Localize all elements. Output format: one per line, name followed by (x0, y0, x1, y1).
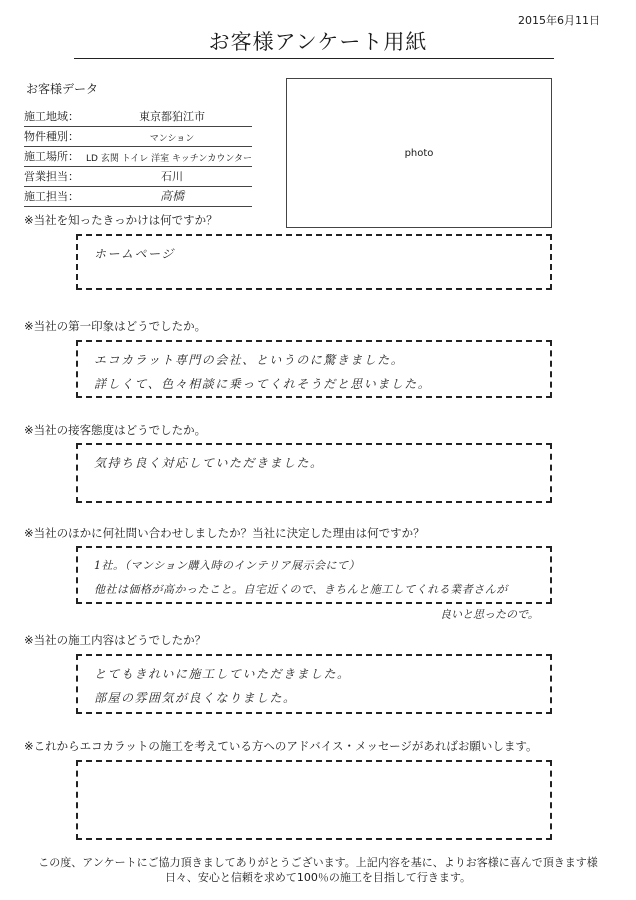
answer-line: 他社は価格が高かったこと。自宅近くので、きちんと施工してくれる業者さんが (94, 583, 508, 596)
answer-line: ホームページ (94, 247, 175, 261)
page-title: お客様アンケート用紙 (208, 30, 428, 54)
customer-data-table (24, 107, 252, 207)
info-value-handwritten: 高橋 (159, 189, 184, 203)
info-label: 施工担当： (24, 190, 79, 203)
answer-line: 詳しくて、色々相談に乗ってくれそうだと思いました。 (94, 377, 432, 391)
info-row-sales-rep (24, 167, 252, 187)
answer-box-6 (76, 760, 552, 840)
answer-line: とてもきれいに施工していただきました。 (94, 667, 351, 681)
answer-box-5 (76, 654, 552, 714)
question-4: ※当社のほかに何社問い合わせしましたか？当社に決定した理由は何ですか？ (24, 526, 425, 540)
info-value: LD 玄関 トイレ 洋室 キッチンカウンター (86, 154, 252, 164)
answer-line: 1社。（マンション購入時のインテリア展示会にて） (94, 559, 361, 572)
info-label: 施工場所： (24, 150, 79, 163)
question-1: ※当社を知ったきっかけは何ですか？ (24, 213, 218, 227)
info-label: 営業担当： (24, 170, 79, 183)
footer-line-1: この度、アンケートにご協力頂きましてありがとうございます。上記内容を基に、よりお客様に喜んで頂きます様 (38, 856, 598, 869)
answer-line: 部屋の雰囲気が良くなりました。 (94, 691, 297, 705)
info-value: 石川 (161, 170, 183, 183)
photo-label: photo (404, 147, 434, 159)
footer-message (0, 855, 636, 885)
title-underline (74, 58, 554, 59)
photo-placeholder (286, 78, 552, 228)
info-row-installer (24, 187, 252, 207)
question-6: ※これからエコカラットの施工を考えている方へのアドバイス・メッセージがあればお願いします。 (24, 739, 538, 753)
question-2: ※当社の第一印象はどうでしたか。 (24, 319, 207, 333)
info-label: 施工地域： (24, 110, 79, 123)
question-3: ※当社の接客態度はどうでしたか。 (24, 423, 207, 437)
info-value: マンション (149, 134, 195, 144)
question-5: ※当社の施工内容はどうでしたか？ (24, 633, 207, 647)
customer-data-heading: お客様データ (26, 82, 99, 96)
answer-line: 気持ち良く対応していただきました。 (94, 456, 324, 470)
answer-box-2 (76, 340, 552, 398)
footer-line-2: 日々、安心と信頼を求めて100％の施工を目指して行きます。 (164, 871, 472, 884)
answer-box-3 (76, 443, 552, 503)
survey-date: 2015年6月11日 (518, 14, 600, 27)
info-value: 東京都狛江市 (139, 110, 205, 123)
answer-line: エコカラット専門の会社、というのに驚きました。 (94, 353, 405, 367)
answer-continuation: 良いと思ったので。 (440, 608, 539, 621)
answer-box-4 (76, 546, 552, 604)
info-row-property-type (24, 127, 252, 147)
answer-box-1 (76, 234, 552, 290)
info-row-location (24, 147, 252, 167)
info-row-area (24, 107, 252, 127)
info-label: 物件種別： (24, 130, 79, 143)
